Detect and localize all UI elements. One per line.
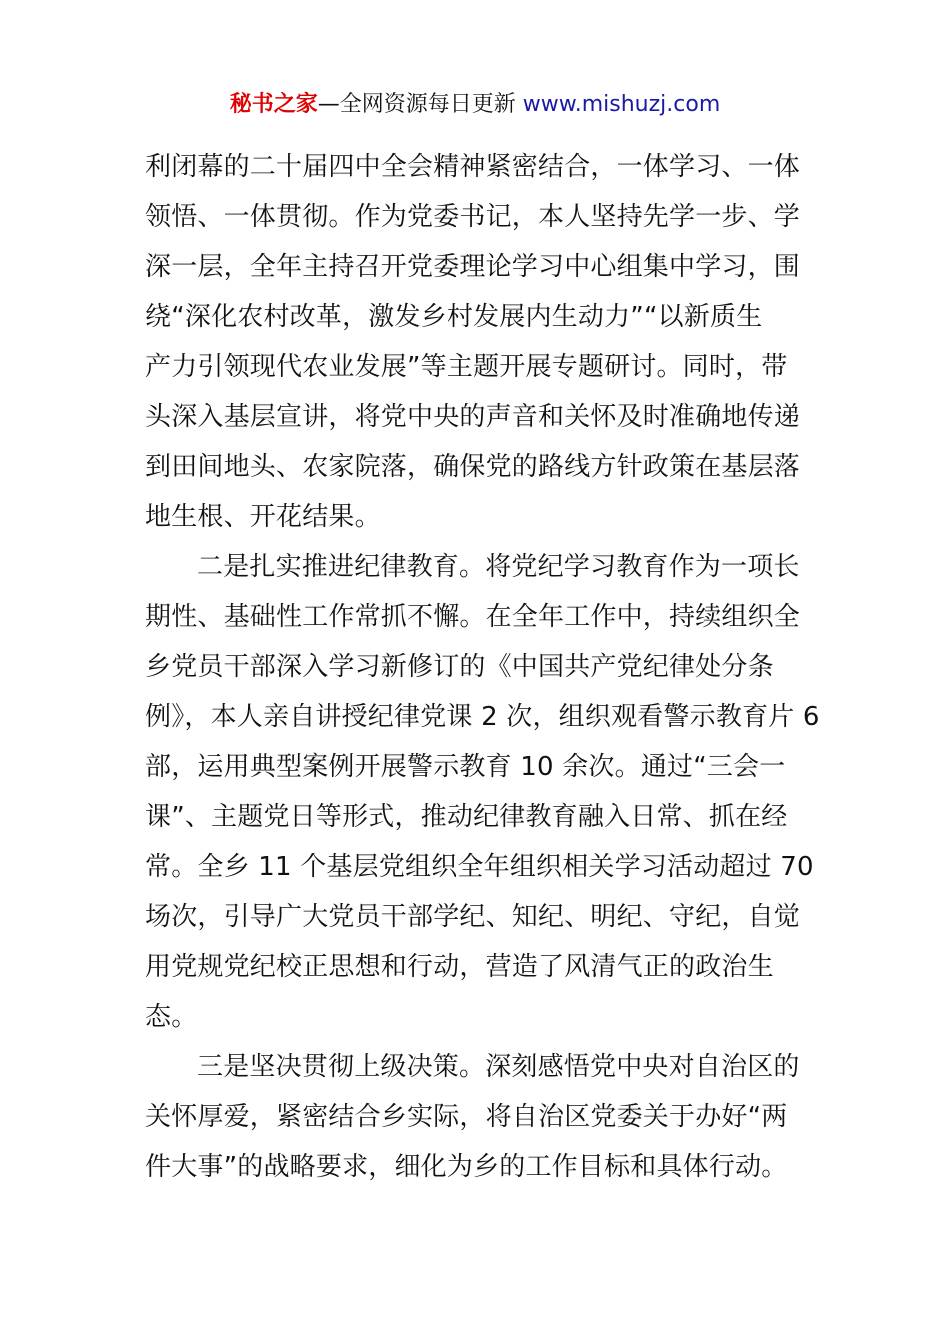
text-line: 关怀厚爱，紧密结合乡实际，将自治区党委关于办好“两	[145, 1102, 788, 1132]
text-line: 件大事”的战略要求，细化为乡的工作目标和具体行动。	[145, 1152, 788, 1182]
text-line: 利闭幕的二十届四中全会精神紧密结合，一体学习、一体	[145, 152, 801, 182]
text-line: 态。	[145, 1002, 198, 1032]
text-line: 课”、主题党日等形式，推动纪律教育融入日常、抓在经	[145, 802, 788, 832]
text-line: 地生根、开花结果。	[145, 502, 381, 532]
text-line: 三是坚决贯彻上级决策。深刻感悟党中央对自治区的	[197, 1052, 800, 1082]
text-line: 绕“深化农村改革，激发乡村发展内生动力”“以新质生	[145, 302, 763, 332]
brand-name: 秘书之家	[229, 92, 318, 117]
text-line: 到田间地头、农家院落，确保党的路线方针政策在基层落	[145, 452, 801, 482]
header-url[interactable]: www.mishuzj.com	[522, 92, 721, 117]
text-line: 领悟、一体贯彻。作为党委书记，本人坚持先学一步、学	[145, 202, 801, 232]
text-line: 部，运用典型案例开展警示教育 10 余次。通过“三会一	[145, 752, 786, 782]
text-line: 乡党员干部深入学习新修订的《中国共产党纪律处分条	[145, 652, 774, 682]
text-line: 场次，引导广大党员干部学纪、知纪、明纪、守纪，自觉	[145, 902, 801, 932]
text-line: 二是扎实推进纪律教育。将党纪学习教育作为一项长	[197, 552, 800, 582]
text-line: 期性、基础性工作常抓不懈。在全年工作中，持续组织全	[145, 602, 801, 632]
header-tagline: —全网资源每日更新	[317, 92, 523, 117]
paragraph-3	[145, 1042, 807, 1192]
text-line: 例》，本人亲自讲授纪律党课 2 次，组织观看警示教育片 6	[145, 702, 820, 732]
paragraph-2	[145, 542, 820, 1042]
text-line: 深一层，全年主持召开党委理论学习中心组集中学习，围	[145, 252, 801, 282]
text-line: 产力引领现代农业发展”等主题开展专题研讨。同时，带	[145, 352, 788, 382]
text-line: 头深入基层宣讲，将党中央的声音和关怀及时准确地传递	[145, 402, 801, 432]
paragraph-1	[145, 142, 807, 542]
text-line: 常。全乡 11 个基层党组织全年组织相关学习活动超过 70	[145, 852, 814, 882]
text-line: 用党规党纪校正思想和行动，营造了风清气正的政治生	[145, 952, 774, 982]
document-body	[145, 142, 820, 1192]
page-header	[0, 88, 950, 122]
